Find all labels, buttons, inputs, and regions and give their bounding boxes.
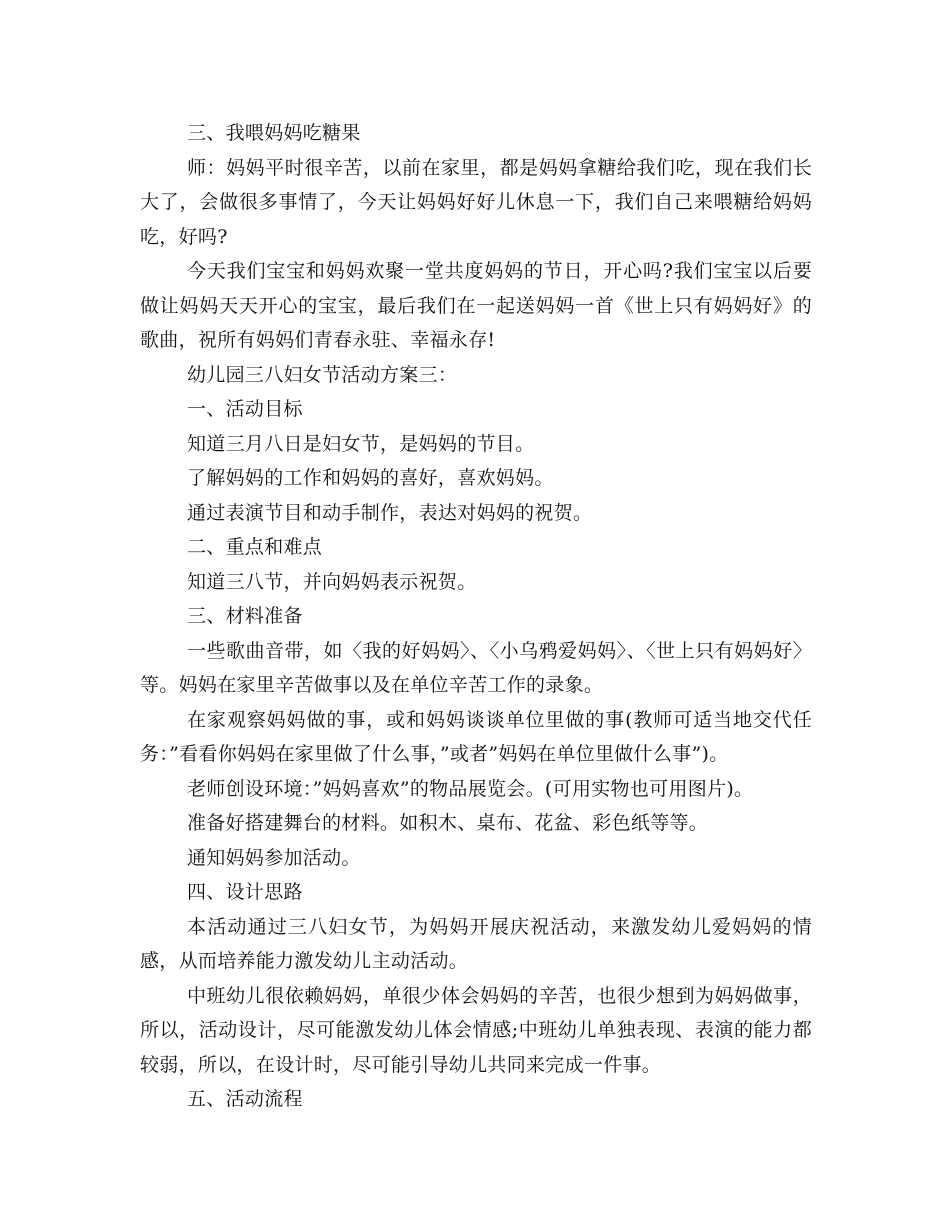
design-paragraph-1: 本活动通过三八妇女节，为妈妈开展庆祝活动，来激发幼儿爱妈妈的情感，从而培养能力激发幼儿主动活动。 (140, 915, 812, 972)
materials-item-5: 通知妈妈参加活动。 (187, 846, 361, 869)
paragraph-teacher-speech: 师：妈妈平时很辛苦，以前在家里，都是妈妈拿糖给我们吃，现在我们长大了，会做很多事情了，今天让妈妈好好儿休息一下，我们自己来喂糖给妈妈吃，好吗? (140, 156, 812, 248)
key-point-item: 知道三八节，并向妈妈表示祝贺。 (187, 570, 477, 593)
goal-item-2: 了解妈妈的工作和妈妈的喜好，喜欢妈妈。 (187, 467, 554, 489)
materials-item-3: 老师创设环境：”妈妈喜欢”的物品展览会。(可用实物也可用图片)。 (187, 777, 754, 800)
section-heading-key-points: 二、重点和难点 (187, 536, 323, 558)
materials-item-2: 在家观察妈妈做的事，或和妈妈谈谈单位里做的事(教师可适当地交代任务：”看看你妈妈在家里做了什么事，”或者”妈妈在单位里做什么事”)。 (140, 708, 812, 765)
section-heading-process: 五、活动流程 (187, 1088, 303, 1110)
section-heading-design: 四、设计思路 (187, 881, 303, 903)
document-body (140, 116, 812, 1117)
goal-item-1: 知道三月八日是妇女节，是妈妈的节目。 (187, 432, 535, 455)
goal-item-3: 通过表演节目和动手制作，表达对妈妈的祝贺。 (187, 501, 593, 524)
materials-item-4: 准备好搭建舞台的材料。如积木、桌布、花盆、彩色纸等等。 (187, 812, 709, 834)
section-heading-feed-candy: 三、我喂妈妈吃糖果 (187, 122, 361, 144)
paragraph-closing-song: 今天我们宝宝和妈妈欢聚一堂共度妈妈的节日，开心吗?我们宝宝以后要做让妈妈天天开心的宝宝，最后我们在一起送妈妈一首《世上只有妈妈好》的歌曲，祝所有妈妈们青春永驻、幸福永存! (140, 260, 812, 351)
plan-three-title: 幼儿园三八妇女节活动方案三： (187, 363, 458, 386)
section-heading-materials: 三、材料准备 (187, 605, 303, 627)
section-heading-goals: 一、活动目标 (187, 398, 303, 420)
design-paragraph-2: 中班幼儿很依赖妈妈，单很少体会妈妈的辛苦，也很少想到为妈妈做事，所以，活动设计，尽可能激发幼儿体会情感;中班幼儿单独表现、表演的能力都较弱，所以，在设计时，尽可能引导幼儿共同来完成一件事。 (140, 984, 812, 1076)
materials-item-1: 一些歌曲音带，如〈我的好妈妈〉、〈小乌鸦爱妈妈〉、〈世上只有妈妈好〉等。妈妈在家里辛苦做事以及在单位辛苦工作的录象。 (140, 639, 812, 696)
